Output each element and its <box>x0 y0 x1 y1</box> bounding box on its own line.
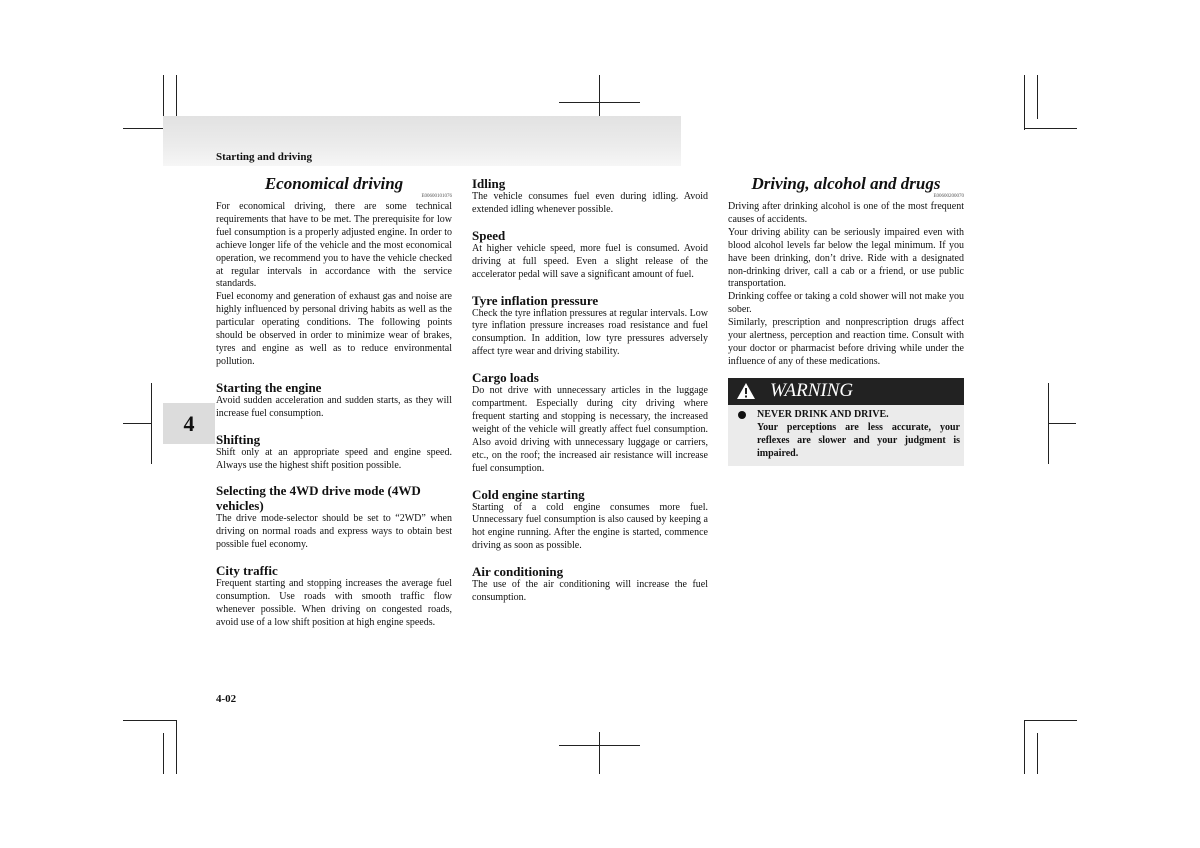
chapter-number: 4 <box>183 410 195 436</box>
subheading: Tyre inflation pressure <box>472 292 599 308</box>
column-fuel-tips <box>472 174 708 605</box>
subheading: Idling <box>472 176 506 191</box>
body-paragraph: Avoid sudden acceleration and sudden starts, as they will increase fuel consumption. <box>216 394 452 419</box>
body-paragraph: Starting of a cold engine consumes more fuel. Unnecessary fuel consumption is also caused by keeping a hot engine running. After the engine is started, commence driving as soon as possible. <box>472 501 708 552</box>
subheading: Cargo loads <box>472 370 539 386</box>
body-paragraph: Your driving ability can be seriously impaired even with blood alcohol levels far below the legal minimum. If you have been drinking, don’t drive. Ride with a designated non-drinking driver, call a cab or a friend, or use public transportation. <box>728 226 964 290</box>
crop-mark <box>1024 128 1077 129</box>
subheading: Air conditioning <box>472 564 564 580</box>
warning-triangle-icon <box>736 382 756 400</box>
warning-item-title: NEVER DRINK AND DRIVE. <box>757 408 889 420</box>
body-paragraph: Check the tyre inflation pressures at regular intervals. Low tyre inflation pressure increases road resistance and fuel consumption. In addition, low tyre pressures adversely affect tyre wear and driving stability. <box>472 307 708 358</box>
bullet-icon <box>738 411 746 419</box>
column-economical-driving <box>216 174 452 630</box>
crop-mark <box>1048 423 1076 424</box>
warning-header <box>728 378 964 405</box>
crop-mark <box>599 75 600 118</box>
body-paragraph: The vehicle consumes fuel even during idling. Avoid extended idling whenever possible. <box>472 191 708 215</box>
crop-mark <box>599 732 600 774</box>
crop-mark <box>1024 720 1077 721</box>
page-number: 4-02 <box>216 693 237 705</box>
body-paragraph: Shift only at an appropriate speed and engine speed. Always use the highest shift position possible. <box>216 446 452 471</box>
body-paragraph: Drinking coffee or taking a cold shower will not make you sober. <box>728 291 964 316</box>
crop-mark <box>151 383 152 464</box>
crop-mark <box>559 102 640 103</box>
body-paragraph: The drive mode-selector should be set to “2WD” when driving on normal roads and express ways to obtain best possible fuel economy. <box>216 513 452 551</box>
body-paragraph: Similarly, prescription and nonprescription drugs affect your alertness, perception and reaction time. Consult with your doctor or pharmacist before driving while under the influence of any of these medications. <box>728 317 964 367</box>
subheading: City traffic <box>216 563 278 579</box>
crop-mark <box>1037 75 1038 119</box>
subheading: Shifting <box>216 431 261 447</box>
chapter-tab <box>163 403 215 444</box>
warning-box <box>728 378 964 467</box>
subheading: Selecting the 4WD drive mode (4WD vehicles) <box>216 483 421 514</box>
subheading: Speed <box>472 227 506 243</box>
crop-mark <box>1024 720 1025 774</box>
crop-mark <box>123 423 151 424</box>
crop-mark <box>163 75 164 119</box>
crop-mark <box>163 733 164 774</box>
section-label: Starting and driving <box>216 151 312 163</box>
crop-mark <box>123 720 176 721</box>
body-paragraph: Fuel economy and generation of exhaust gas and noise are highly influenced by personal driving habits as well as the particular operating conditions. The following points should be observed in order to minimize wear of brakes, tyres and engine as well as to reduce environmental pollution. <box>216 291 452 367</box>
warning-item <box>728 405 964 461</box>
body-paragraph: Driving after drinking alcohol is one of the most frequent causes of accidents. <box>728 201 964 225</box>
section-title: Driving, alcohol and drugs <box>751 174 941 193</box>
crop-mark <box>176 720 177 774</box>
column-alcohol-drugs <box>728 174 964 466</box>
subheading: Cold engine starting <box>472 486 585 502</box>
subheading: Starting the engine <box>216 379 322 395</box>
body-paragraph: Do not drive with unnecessary articles in the luggage compartment. Especially during city driving where frequent starting and stopping is necessary, the increased weight of the vehicle will greatly affect fuel consumption. Also avoid driving with unnecessary luggage or carriers, etc., on the roof; the increased air resistance will increase fuel consumption. <box>472 385 708 474</box>
section-code: E00600200070 <box>933 194 964 199</box>
crop-mark <box>1024 75 1025 130</box>
body-paragraph: The use of the air conditioning will increase the fuel consumption. <box>472 579 708 604</box>
section-code: E00600101076 <box>421 194 452 199</box>
warning-label: WARNING <box>770 380 854 402</box>
body-paragraph: At higher vehicle speed, more fuel is consumed. Avoid driving at full speed. Even a slight release of the accelerator pedal will save a significant amount of fuel. <box>472 242 708 280</box>
warning-item-text: Your perceptions are less accurate, your reflexes are slower and your judgment is impaired. <box>757 421 960 459</box>
crop-mark <box>1037 733 1038 774</box>
section-title: Economical driving <box>264 174 404 193</box>
body-paragraph: Frequent starting and stopping increases the average fuel consumption. Use roads with smooth traffic flow whenever possible. When driving on congested roads, avoid use of a low shift position at high engine speeds. <box>216 578 452 628</box>
crop-mark <box>559 745 640 746</box>
body-paragraph: For economical driving, there are some technical requirements that have to be met. The prerequisite for low fuel consumption is a properly adjusted engine. In order to achieve longer life of the vehicle and the most economical operation, we recommend you to have the vehicle checked at regular intervals in accordance with the service standards. <box>216 201 452 290</box>
